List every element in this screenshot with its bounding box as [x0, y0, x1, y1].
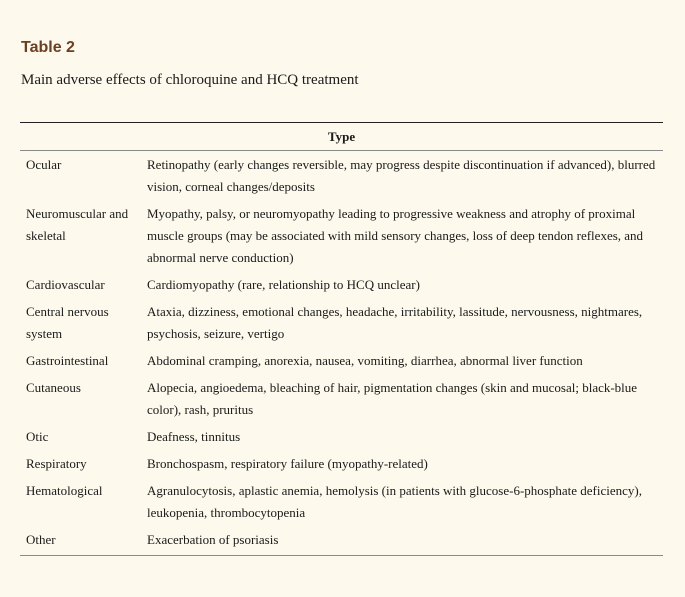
row-description: Abdominal cramping, anorexia, nausea, vomiting, diarrhea, abnormal liver function	[147, 353, 583, 368]
table-row	[20, 477, 663, 526]
table-row	[20, 347, 663, 374]
table-row	[20, 271, 663, 298]
row-description: Bronchospasm, respiratory failure (myopathy-related)	[147, 456, 428, 471]
row-description: Ataxia, dizziness, emotional changes, headache, irritability, lassitude, nervousness, nightmares, psychosis, seizure, vertigo	[147, 304, 643, 341]
row-category: Cardiovascular	[26, 277, 105, 292]
row-category: Hematological	[26, 483, 103, 498]
header-type: Type	[20, 123, 663, 151]
row-description: Retinopathy (early changes reversible, may progress despite discontinuation if advanced), blurred vision, corneal changes/deposits	[147, 157, 656, 194]
row-description: Agranulocytosis, aplastic anemia, hemolysis (in patients with glucose-6-phosphate deficiency), leukopenia, thrombocytopenia	[147, 483, 642, 520]
table-row	[20, 526, 663, 556]
row-category: Gastrointestinal	[26, 353, 109, 368]
row-category: Respiratory	[26, 456, 87, 471]
adverse-effects-table	[20, 122, 663, 556]
row-category: Otic	[26, 429, 49, 444]
row-category: Central nervous system	[26, 304, 109, 341]
row-category: Neuromuscular and skeletal	[26, 206, 129, 243]
row-category: Ocular	[26, 157, 62, 172]
table-row	[20, 423, 663, 450]
table-row	[20, 151, 663, 201]
row-description: Exacerbation of psoriasis	[147, 526, 663, 556]
row-description: Myopathy, palsy, or neuromyopathy leading to progressive weakness and atrophy of proximal muscle groups (may be associated with mild sensory changes, loss of deep tendon reflexes, and abnormal nerve conduction)	[147, 206, 644, 265]
row-description: Alopecia, angioedema, bleaching of hair, pigmentation changes (skin and mucosal; black-blue color), rash, pruritus	[147, 380, 638, 417]
table-label: Table 2	[21, 39, 75, 56]
table-row	[20, 374, 663, 423]
table-row	[20, 298, 663, 347]
table-row	[20, 450, 663, 477]
row-description: Cardiomyopathy (rare, relationship to HCQ unclear)	[147, 277, 420, 292]
row-category: Other	[20, 526, 147, 556]
table-caption: Main adverse effects of chloroquine and HCQ treatment	[21, 72, 359, 88]
table-row	[20, 200, 663, 271]
table-header-row	[20, 123, 663, 151]
row-category: Cutaneous	[26, 380, 81, 395]
row-description: Deafness, tinnitus	[147, 429, 241, 444]
